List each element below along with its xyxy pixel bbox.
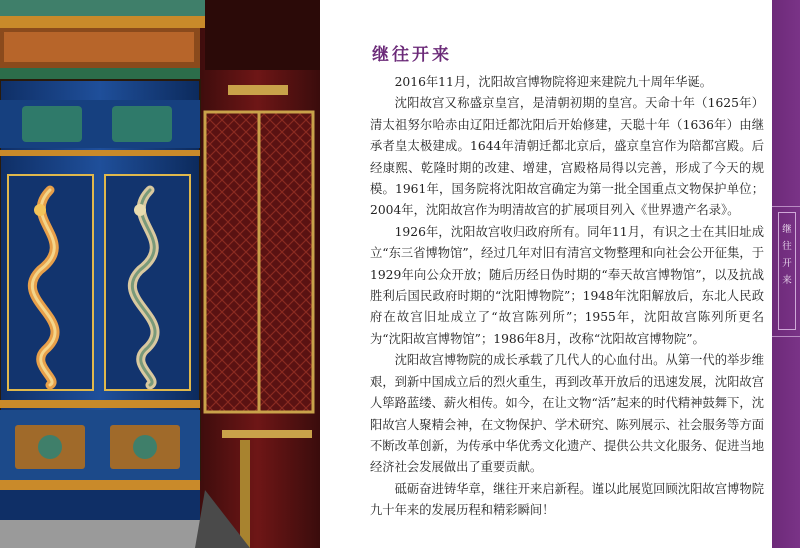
side-tab-char: 继 <box>782 224 792 235</box>
dragon-panel-right <box>105 175 190 390</box>
paragraph-closing: 砥砺奋进铸华章，继往开来启新程。谨以此展览回顾沈阳故宫博物院九十年来的发展历程和精彩瞬间！ <box>370 481 764 518</box>
column-illustration <box>0 0 320 548</box>
dragon-panel-left <box>8 175 93 390</box>
side-tab-char: 来 <box>782 275 792 286</box>
palace-column-photo <box>0 0 320 548</box>
side-tab-char: 开 <box>782 258 792 269</box>
body-text <box>370 72 764 522</box>
tab-divider-top <box>772 206 800 207</box>
side-chapter-tab <box>778 212 796 330</box>
tab-divider-bottom <box>772 336 800 337</box>
paragraph-museum-founding: 1926年，沈阳故宫收归政府所有。同年11月，有识之士在其旧址成立“东三省博物馆”，经过几年对旧有清宫文物整理和向社会公开征集，于1929年向公众开放；随后历经日伪时期的“奉天故宫博物馆”，以及抗战胜利后国民政府时期的“沈阳博物院”；1948年沈阳解放后，东北人民政府在故宫旧址成立了“故宫陈列所”；1955年，沈阳故宫陈列所更名为“沈阳故宫博物馆”；1986年8月，改称“沈阳故宫博物院”。 <box>370 224 764 346</box>
section-title: 继往开来 <box>372 45 452 65</box>
paragraph-development: 沈阳故宫博物院的成长承载了几代人的心血付出。从第一代的举步维艰，到新中国成立后的烈火重生，再到改革开放后的迅速发展，沈阳故宫人筚路蓝缕、薪火相传。如今，在让文物“活”起来的时代精神鼓舞下，沈阳故宫人聚精会神，在文物保护、学术研究、陈列展示、社会服务等方面不断改革创新，为传承中华优秀文化遗产、提供公共文化服务、促进当地经济社会发展做出了重要贡献。 <box>370 353 764 475</box>
side-tab-label <box>779 221 795 289</box>
paragraph-history: 沈阳故宫又称盛京皇宫，是清朝初期的皇宫。天命十年（1625年）清太祖努尔哈赤由辽阳迁都沈阳后开始修建，天聪十年（1636年）由继承者皇太极建成。1644年清朝迁都北京后，盛京皇宫作为陪都宫殿。后经康熙、乾隆时期的改建、增建，宫殿格局得以完善，形成了今天的规模。1961年，国务院将沈阳故宫确定为第一批全国重点文物保护单位；2004年，沈阳故宫作为明清故宫的扩展项目列入《世界遗产名录》。 <box>370 96 764 218</box>
side-tab-char: 往 <box>782 241 792 252</box>
paragraph-intro: 2016年11月，沈阳故宫博物院将迎来建院九十周年华诞。 <box>394 75 713 89</box>
